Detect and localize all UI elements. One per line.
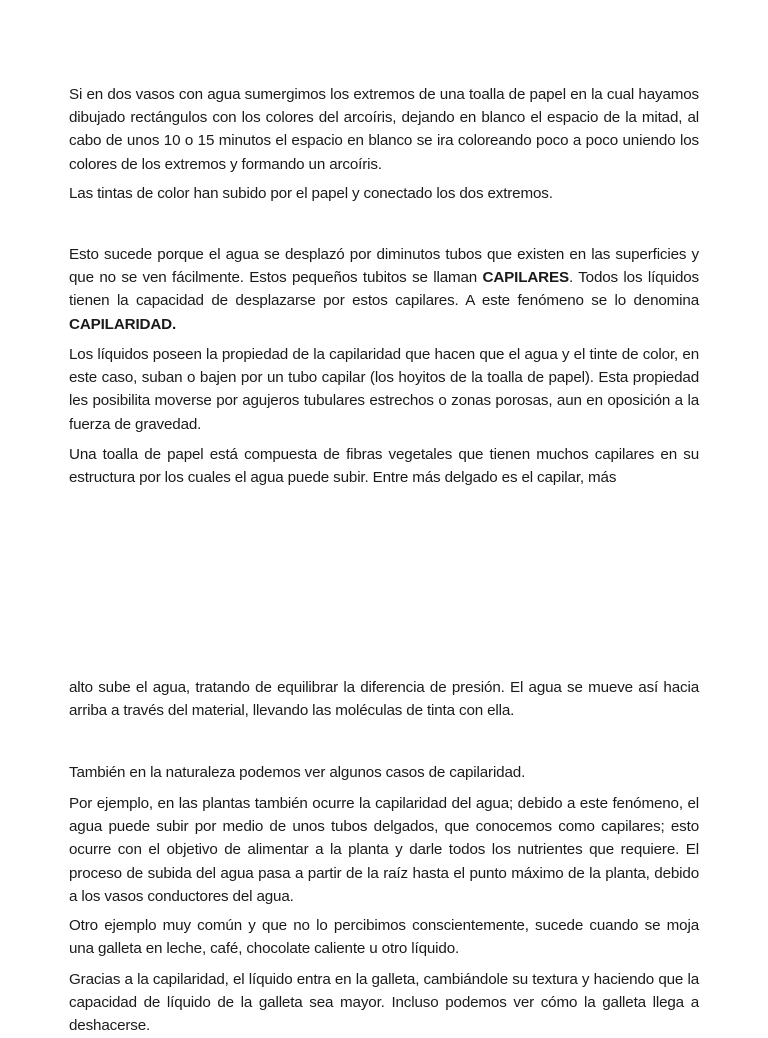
paragraph-liquid-property: Los líquidos poseen la propiedad de la capilaridad que hacen que el agua y el tinte de color, en este caso, suban o bajen por un tubo capilar (los hoyitos de la toalla de papel). Esta propiedad les posibilita moverse por agujeros tubulares estrechos o zonas porosas, aun en oposición a la fuerza de gravedad. bbox=[69, 346, 699, 433]
term-capilaridad: CAPILARIDAD. bbox=[69, 315, 177, 333]
paragraph-nature-examples: También en la naturaleza podemos ver algunos casos de capilaridad. bbox=[69, 764, 526, 781]
paragraph-cookie-capillarity: Gracias a la capilaridad, el líquido entra en la galleta, cambiándole su textura y haciendo que la capacidad de líquido de la galleta sea mayor. Incluso podemos ver cómo la galleta llega a deshacerse. bbox=[69, 971, 699, 1035]
paragraph-cookie-example: Otro ejemplo muy común y que no lo percibimos conscientemente, sucede cuando se moja una galleta en leche, café, chocolate caliente u otro líquido. bbox=[69, 917, 699, 958]
paragraph-rainbow-experiment: Si en dos vasos con agua sumergimos los extremos de una toalla de papel en la cual hayamos dibujado rectángulos con los colores del arcoíris, dejando en blanco el espacio de la mitad, al cabo de unos 10 o 15 minutos el espacio en blanco se ira coloreando poco a poco uniendo los colores de los extremos y formando un arcoíris. bbox=[69, 86, 699, 173]
paragraph-text: Esto sucede porque el agua se desplazó por diminutos tubos que existen en las superficies y que no se ven fácilmente. Estos pequeños tubitos se llaman bbox=[69, 246, 699, 287]
term-capilares: CAPILARES bbox=[482, 269, 569, 287]
paragraph-capillaries-explanation bbox=[69, 243, 699, 336]
paragraph-plants-example: Por ejemplo, en las plantas también ocurre la capilaridad del agua; debido a este fenómeno, el agua puede subir por medio de unos tubos delgados, que conocemos como capilares; esto ocurre con el objetivo de alimentar a la planta y darle todos los nutrientes que requiere. El proceso de subida del agua pasa a partir de la raíz hasta el punto máximo de la planta, debido a los vasos conductores del agua. bbox=[69, 795, 699, 905]
paragraph-inks-rose: Las tintas de color han subido por el papel y conectado los dos extremos. bbox=[69, 185, 553, 202]
paragraph-text: . Todos los líquidos tienen la capacidad de desplazarse por estos capilares. A este fenómeno se lo denomina bbox=[69, 269, 699, 310]
paragraph-paper-towel-fibers: Una toalla de papel está compuesta de fibras vegetales que tienen muchos capilares en su estructura por los cuales el agua puede subir. Entre más delgado es el capilar, más bbox=[69, 446, 699, 487]
paragraph-water-rises: alto sube el agua, tratando de equilibrar la diferencia de presión. El agua se mueve así hacia arriba a través del material, llevando las moléculas de tinta con ella. bbox=[69, 679, 699, 720]
